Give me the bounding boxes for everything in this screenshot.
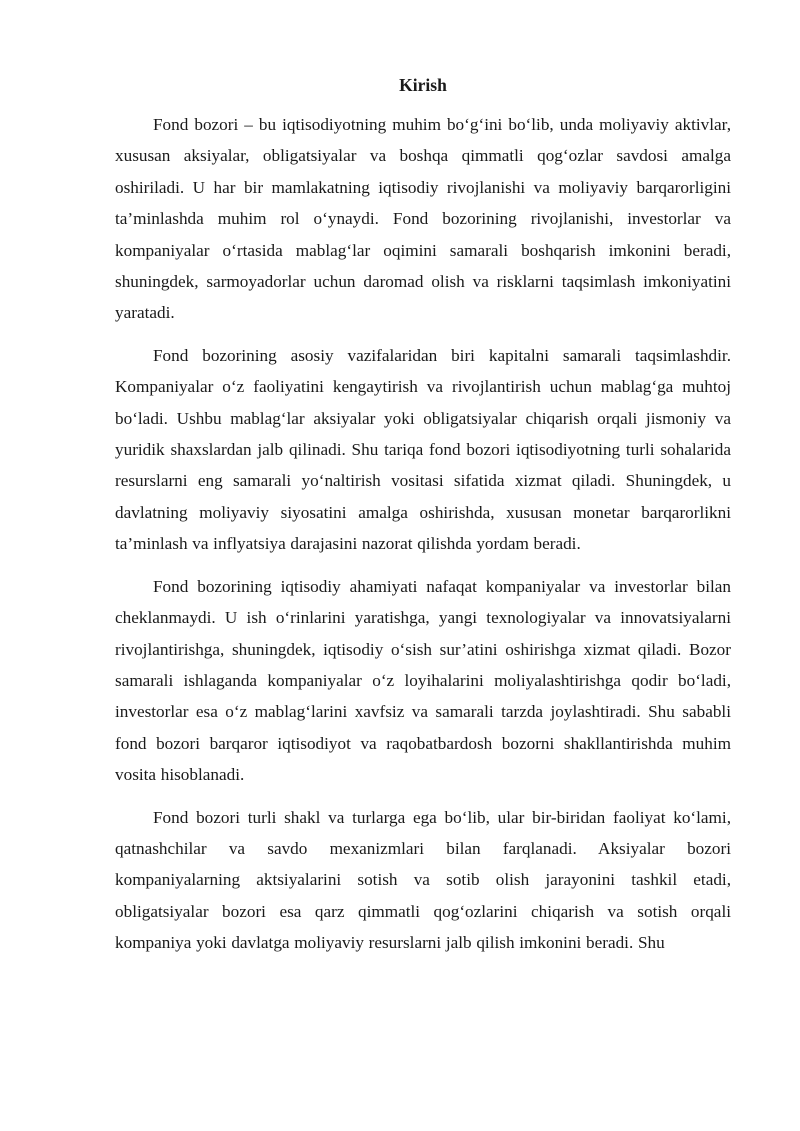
- paragraph-4: Fond bozori turli shakl va turlarga ega bo‘lib, ular bir-biridan faoliyat ko‘lami, qatnashchilar va savdo mexanizmlari bilan farqlanadi. Aksiyalar bozori kompaniyalarning aktsiyalarini sotish va sotib olish jarayonini tashkil etadi, obligatsiyalar bozori esa qarz qimmatli qog‘ozlarini chiqarish va sotish orqali kompaniya yoki davlatga moliyaviy resurslarni jalb qilish imkonini beradi. Shu: [115, 807, 731, 953]
- paragraph-1: Fond bozori – bu iqtisodiyotning muhim bo‘g‘ini bo‘lib, unda moliyaviy aktivlar, xususan aksiyalar, obligatsiyalar va boshqa qimmatli qog‘ozlar savdosi amalga oshiriladi. U har bir mamlakatning iqtisodiy rivojlanishi va moliyaviy barqarorligini ta’minlashda muhim rol o‘ynaydi. Fond bozorining rivojlanishi, investorlar va kompaniyalar o‘rtasida mablag‘lar oqimini samarali boshqarish imkonini beradi, shuningdek, sarmoyadorlar uchun daromad olish va risklarni taqsimlash imkoniyatini yaratadi.: [115, 115, 731, 323]
- page-title: Kirish: [399, 75, 447, 95]
- document-page: [115, 70, 731, 970]
- paragraph-2: Fond bozorining asosiy vazifalaridan biri kapitalni samarali taqsimlashdir. Kompaniyalar o‘z faoliyatini kengaytirish va rivojlantirish uchun mablag‘ga muhtoj bo‘ladi. Ushbu mablag‘lar aksiyalar yoki obligatsiyalar chiqarish orqali jismoniy va yuridik shaxslardan jalb qilinadi. Shu tariqa fond bozori iqtisodiyotning turli sohalarida resurslarni eng samarali yo‘naltirish vositasi sifatida xizmat qiladi. Shuningdek, u davlatning moliyaviy siyosatini amalga oshirishda, xususan monetar barqarorlikni ta’minlash va inflyatsiya darajasini nazorat qilishda yordam beradi.: [115, 345, 731, 554]
- paragraph-3: Fond bozorining iqtisodiy ahamiyati nafaqat kompaniyalar va investorlar bilan cheklanmaydi. U ish o‘rinlarini yaratishga, yangi texnologiyalar va innovatsiyalarni rivojlantirishga, shuningdek, iqtisodiy o‘sish sur’atini oshirishga xizmat qiladi. Bozor samarali ishlaganda kompaniyalar o‘z loyihalarini moliyalashtirishga qodir bo‘ladi, investorlar esa o‘z mablag‘larini xavfsiz va samarali tarzda joylashtiradi. Shu sababli fond bozori barqaror iqtisodiyot va raqobatbardosh bozorni shakllantirishda muhim vosita hisoblanadi.: [115, 576, 731, 785]
